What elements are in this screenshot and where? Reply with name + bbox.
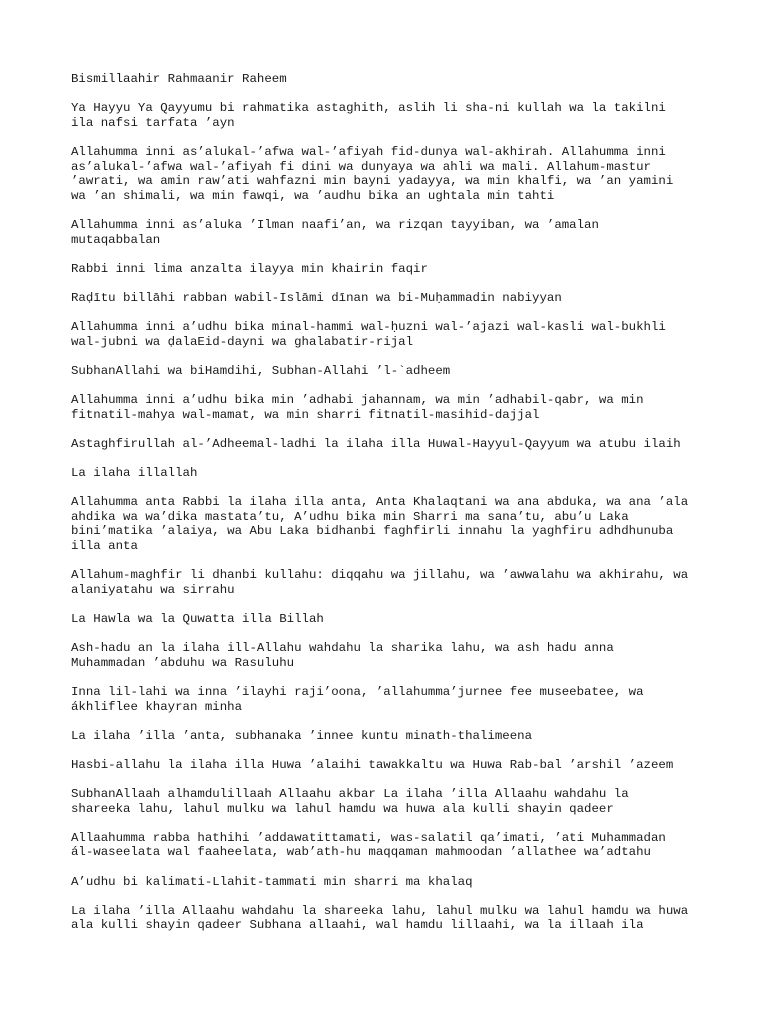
paragraph: Ya Hayyu Ya Qayyumu bi rahmatika astaghith, aslih li sha-ni kullah wa la takilni ila nafsi tarfata ’ayn [71,101,666,130]
paragraph: La Hawla wa la Quwatta illa Billah [71,611,324,626]
paragraph: Allahumma anta Rabbi la ilaha illa anta, Anta Khalaqtani wa ana abduka, wa ana ’ala ahdika wa wa’dika mastata’tu, A’udhu bika min Sharri ma sana’tu, abu’u Laka bini’matika ’alaiya, wa Abu Laka bidhanbi faghfirli innahu la yaghfiru adhdhunuba illa anta [71,495,689,553]
paragraph: Allahum-maghfir li dhanbi kullahu: diqqahu wa jillahu, wa ’awwalahu wa akhirahu, wa alaniyatahu wa sirrahu [71,568,689,597]
paragraph: A’udhu bi kalimati-Llahit-tammati min sharri ma khalaq [71,874,473,889]
paragraph: Raḍītu billāhi rabban wabil-Islāmi dīnan wa bi-Muḥammadin nabiyyan [71,290,562,305]
paragraph: La ilaha ’illa ’anta, subhanaka ’innee kuntu minath-thalimeena [71,728,533,743]
paragraph: Rabbi inni lima anzalta ilayya min khairin faqir [71,261,428,276]
paragraph: Ash-hadu an la ilaha ill-Allahu wahdahu la sharika lahu, wa ash hadu anna Muhammadan ’abduhu wa Rasuluhu [71,641,614,670]
paragraph: Inna lil-lahi wa inna ’ilayhi raji’oona, ’allahumma’jurnee fee museebatee, wa ákhliflee khayran minha [71,684,644,714]
document-page [71,72,731,948]
paragraph: Allaahumma rabba hathihi ’addawatittamati, was-salatil qa’imati, ’ati Muhammadan ál-waseelata wal faaheelata, wab’ath-hu maqqaman mahmoodan ’allathee wa’adtahu [71,830,666,860]
paragraph: Allahumma inni as’alukal-’afwa wal-’afiyah fid-dunya wal-akhirah. Allahumma inni as’alukal-’afwa wal-’afiyah fi dini wa dunyaya wa ahli wa mali. Allahum-mastur ’awrati, wa amin raw’ati wahfazni min bayni yadayya, wa min khalfi, wa ’an yamini wa ’an shimali, wa min fawqi, wa ’audhu bika an ughtala min tahti [71,144,674,203]
paragraph: La ilaha illallah [71,466,198,481]
paragraph: Astaghfirullah al-’Adheemal-ladhi la ilaha illa Huwal-Hayyul-Qayyum wa atubu ilaih [71,436,681,451]
paragraph: Allahumma inni a’udhu bika min ’adhabi jahannam, wa min ’adhabil-qabr, wa min fitnatil-mahya wal-mamat, wa min sharri fitnatil-masihid-dajjal [71,393,644,422]
paragraph: Bismillaahir Rahmaanir Raheem [71,72,287,86]
paragraph: SubhanAllaah alhamdulillaah Allaahu akbar La ilaha ’illa Allaahu wahdahu la shareeka lahu, lahul mulku wa lahul hamdu wa huwa ala kulli shayin qadeer [71,787,629,816]
paragraph: Allahumma inni as’aluka ’Ilman naafi’an, wa rizqan tayyiban, wa ’amalan mutaqabbalan [71,217,599,247]
paragraph: La ilaha ’illa Allaahu wahdahu la shareeka lahu, lahul mulku wa lahul hamdu wa huwa ala kulli shayin qadeer Subhana allaahi, wal hamdu lillaahi, wa la illaah ila [71,903,689,933]
paragraph: Allahumma inni a’udhu bika minal-hammi wal-ḥuzni wal-’ajazi wal-kasli wal-bukhli wal-jubni wa ḍalaEid-dayni wa ghalabatir-rijal [71,320,666,349]
paragraph: Hasbi-allahu la ilaha illa Huwa ’alaihi tawakkaltu wa Huwa Rab-bal ’arshil ’azeem [71,757,674,772]
paragraph: SubhanAllahi wa biHamdihi, Subhan-Allahi ’l-`adheem [71,363,451,378]
